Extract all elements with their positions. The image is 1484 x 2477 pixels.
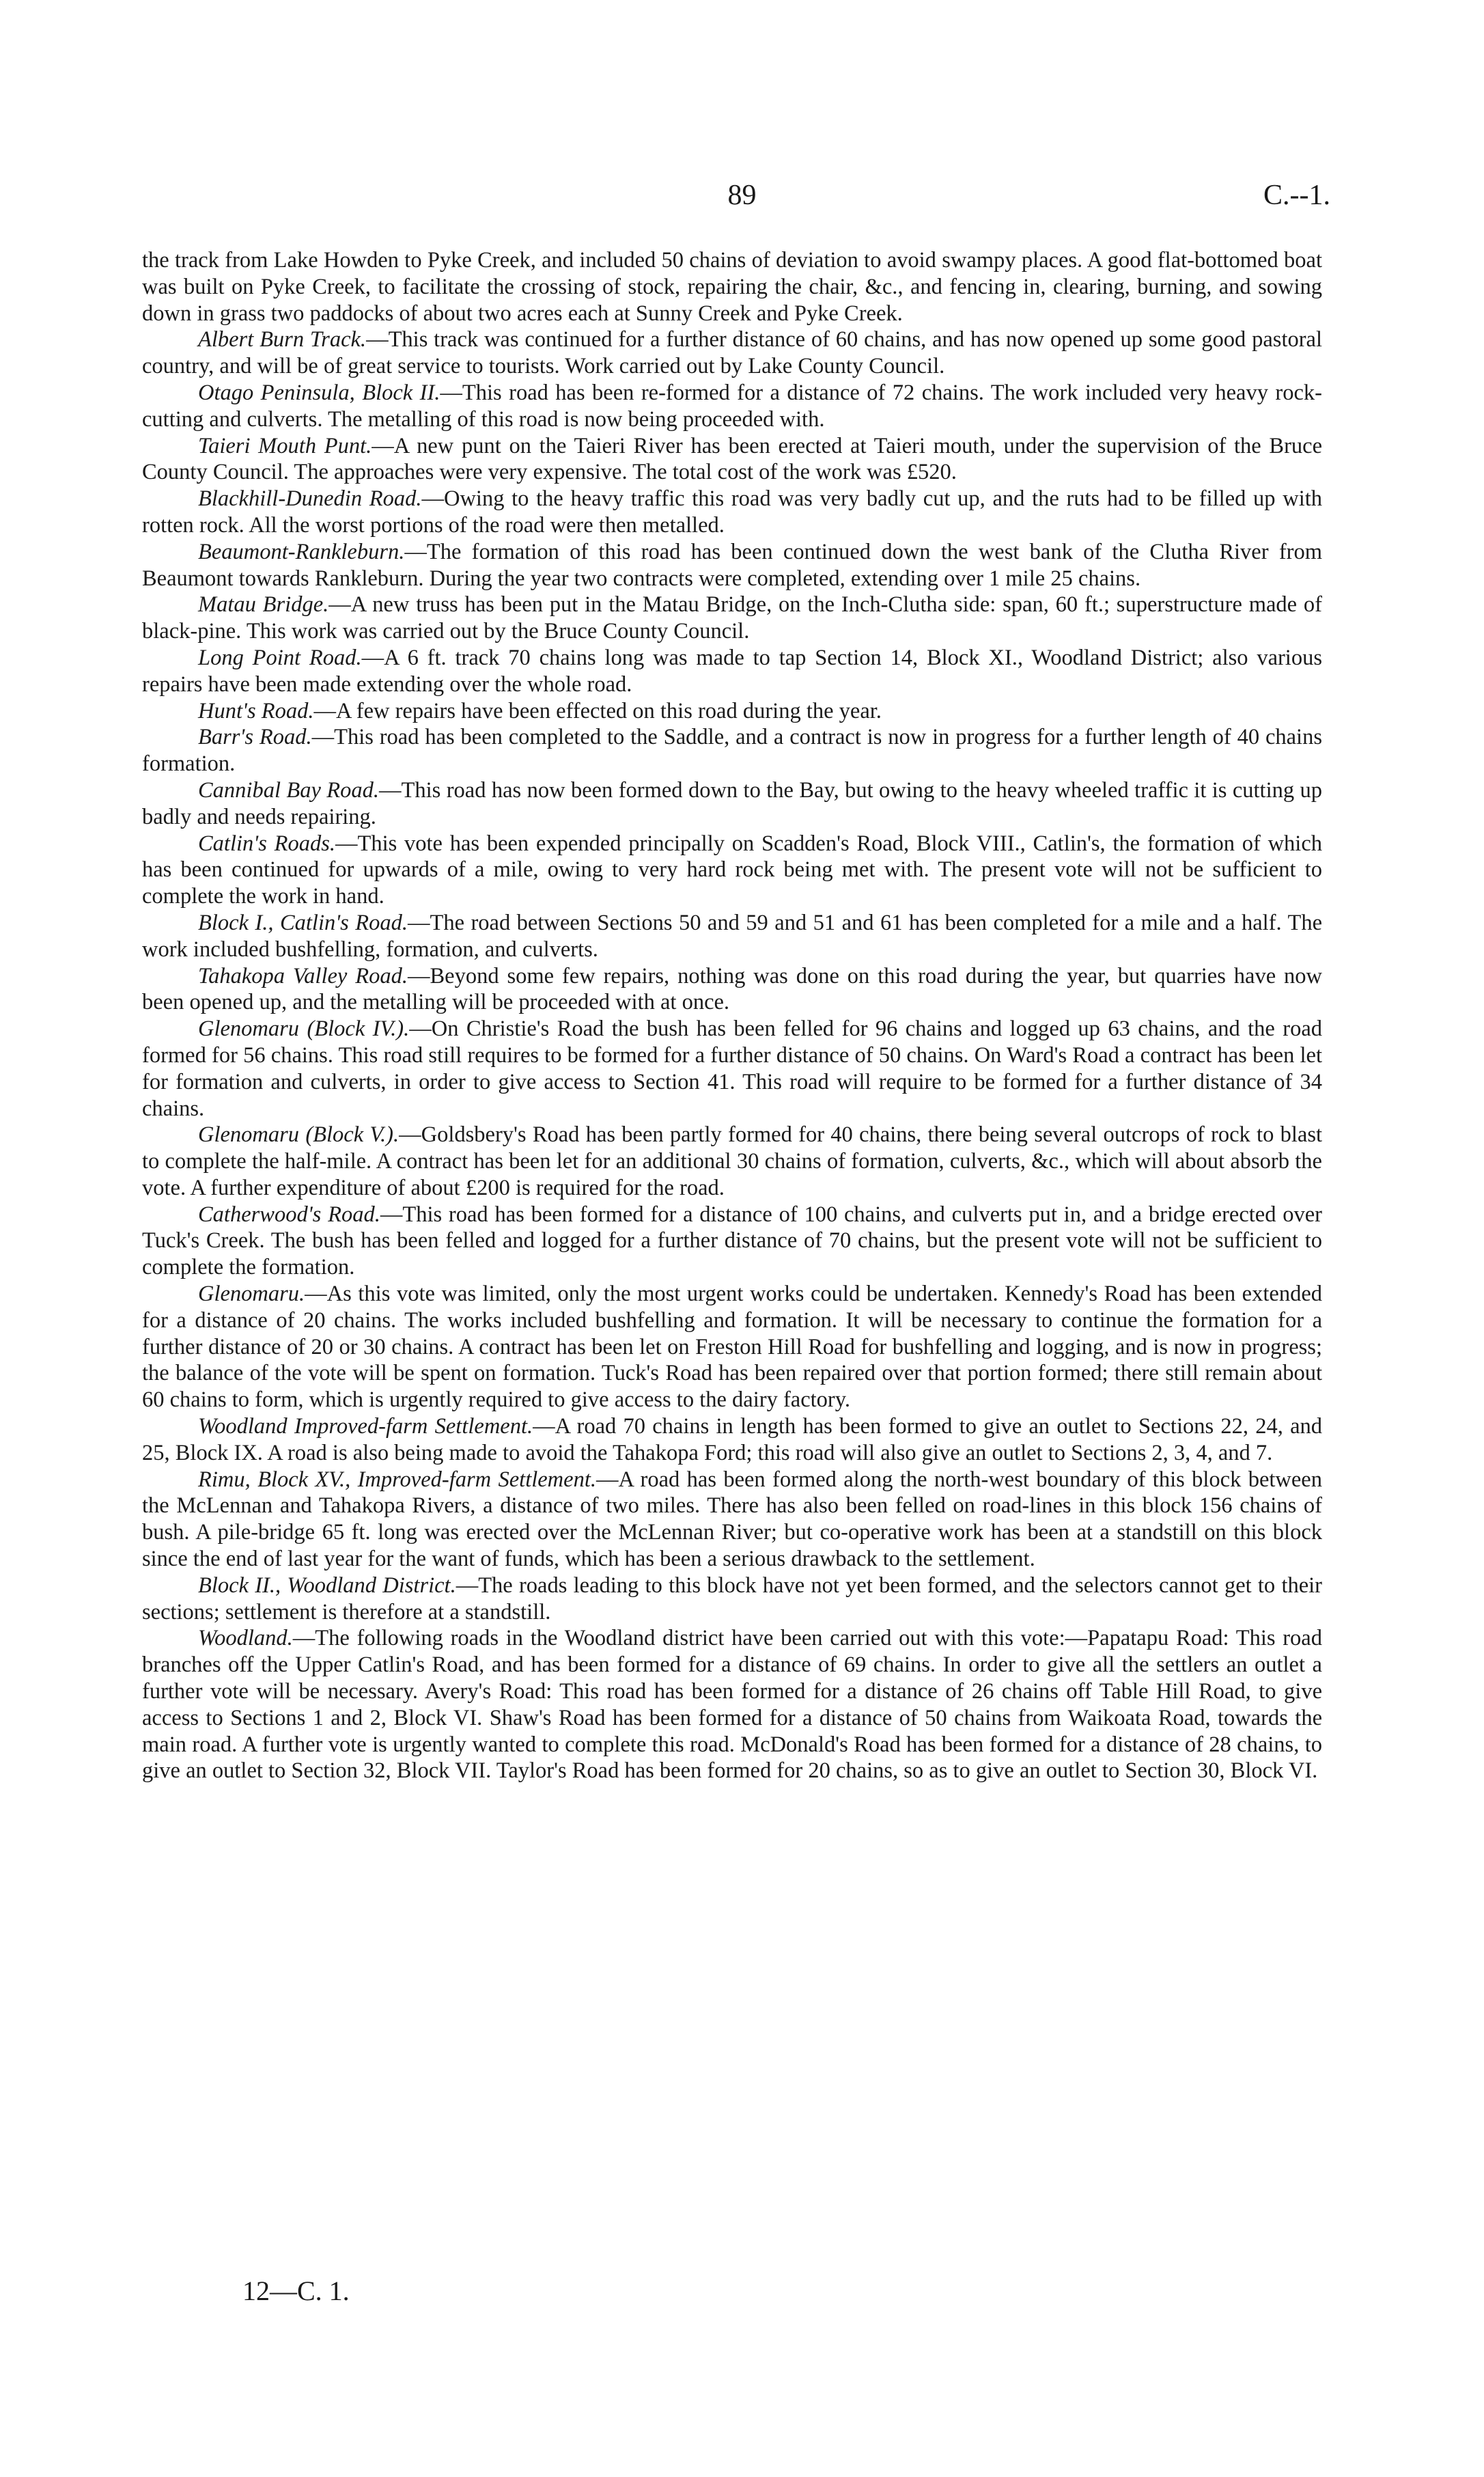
- paragraph: [142, 645, 1322, 698]
- paragraph: [142, 963, 1322, 1016]
- paragraph-heading: Tahakopa Valley Road.: [198, 963, 408, 988]
- paragraph-heading: Cannibal Bay Road.: [198, 777, 380, 803]
- paragraph: [142, 433, 1322, 486]
- paragraph-text: —Beyond some few repairs, nothing was done on this road during the year, but quarries have now been opened up, and the metalling will be proceeded with at once.: [142, 963, 1322, 1015]
- paragraph-text: —A few repairs have been effected on this road during the year.: [313, 698, 882, 723]
- page-signature: 12—C. 1.: [242, 2275, 350, 2306]
- paragraph: [142, 910, 1322, 963]
- paragraph-heading: Woodland Improved-farm Settlement.: [198, 1414, 533, 1439]
- paragraph: [142, 831, 1322, 910]
- paragraph-text: —On Christie's Road the bush has been felled for 96 chains and logged up 63 chains, and the road formed for 56 chains. This road still requires to be formed for a further distance of 50 chains. On Ward's Road a contract has been let for formation and culverts, in order to give access to Section 41. This road will require to be formed for a further distance of 34 chains.: [142, 1016, 1323, 1121]
- paragraph: [142, 592, 1322, 645]
- paragraph-text: —This road has now been formed down to the Bay, but owing to the heavy wheeled traffic it is cutting up badly and needs repairing.: [142, 777, 1322, 829]
- paragraph-heading: Barr's Road.: [198, 725, 312, 750]
- paragraph-text: —A road 70 chains in length has been formed to give an outlet to Sections 22, 24, and 25, Block IX. A road is also being made to avoid the Tahakopa Ford; this road will also give an outlet to Sections 2, 3, 4, and 7.: [142, 1414, 1322, 1465]
- paragraph-heading: Blackhill-Dunedin Road.: [198, 486, 422, 512]
- page-number: 89: [727, 180, 757, 211]
- paragraph: [142, 539, 1322, 592]
- paragraph-heading: Block I., Catlin's Road.: [198, 910, 408, 935]
- paragraph-text: —A 6 ft. track 70 chains long was made to tap Section 14, Block XI., Woodland District; also various repairs have been made extending over the whole road.: [142, 645, 1322, 697]
- paragraph-text: —The roads leading to this block have not yet been formed, and the selectors cannot get to their sections; settlement is therefore at a standstill.: [142, 1573, 1322, 1624]
- paragraph: [142, 1281, 1322, 1413]
- paragraph: [142, 1573, 1322, 1626]
- paragraph-heading: Catherwood's Road.: [198, 1202, 380, 1227]
- paragraph-heading: Block II., Woodland District.: [198, 1573, 456, 1598]
- paragraph: [142, 327, 1322, 380]
- paragraph-list: [142, 327, 1322, 1784]
- paragraph-heading: Glenomaru.: [198, 1282, 305, 1307]
- paragraph-text: —The formation of this road has been continued down the west bank of the Clutha River from Beaumont towards Rankleburn. During the year two contracts were completed, extending over 1 mile 25 chains.: [142, 539, 1322, 591]
- paragraph: [142, 1625, 1322, 1784]
- paragraph-heading: Albert Burn Track.: [198, 327, 367, 352]
- paragraph-text: —As this vote was limited, only the most urgent works could be undertaken. Kennedy's Road has been extended for a distance of 20 chains. The works included bushfelling and formation. It will be necessary to continue the formation for a further distance of 20 or 30 chains. A contract has been let on Freston Hill Road for bushfelling and logging, and is now in progress; the balance of the vote will be spent on formation. Tuck's Road has been repaired over that portion formed; there still remain about 60 chains to form, which is urgently required to give access to the dairy factory.: [142, 1282, 1322, 1413]
- paragraph-heading: Hunt's Road.: [198, 698, 314, 723]
- paragraph: [142, 777, 1322, 831]
- paragraph: [142, 486, 1322, 539]
- paragraph-heading: Beaumont-Rankleburn.: [198, 539, 405, 564]
- paragraph-heading: Otago Peninsula, Block II.: [198, 380, 440, 405]
- paragraph-text: —A new truss has been put in the Matau Bridge, on the Inch-Clutha side: span, 60 ft.; superstructure made of black-pine. This work was carried out by the Bruce County Council.: [142, 592, 1322, 644]
- paragraph: [142, 380, 1322, 433]
- paragraph-text: —This road has been completed to the Saddle, and a contract is now in progress for a further length of 40 chains formation.: [142, 725, 1322, 777]
- paragraph-heading: Glenomaru (Block V.).: [198, 1122, 400, 1148]
- paragraph: [142, 1122, 1322, 1201]
- paragraph-text: —This road has been re-formed for a distance of 72 chains. The work included very heavy rock-cutting and culverts. The metalling of this road is now being proceeded with.: [142, 380, 1322, 432]
- paragraph-heading: Glenomaru (Block IV.).: [198, 1016, 410, 1042]
- paragraph-text: —This road has been formed for a distance of 100 chains, and culverts put in, and a bridge erected over Tuck's Creek. The bush has been felled and logged for a further distance of 70 chains, but the present vote will not be sufficient to complete the formation.: [142, 1202, 1322, 1280]
- paragraph-heading: Catlin's Roads.: [198, 831, 335, 856]
- paragraph-text: —The following roads in the Woodland district have been carried out with this vote:—Papatapu Road: This road branches off the Upper Catlin's Road, and has been formed for a distance of 69 chains. In order to give all the settlers an outlet a further vote will be necessary. Avery's Road: This road has been formed for a distance of 26 chains off Table Hill Road, to give access to Sections 1 and 2, Block VI. Shaw's Road has been formed for a distance of 50 chains from Waikoata Road, towards the main road. A further vote is urgently wanted to complete this road. McDonald's Road has been formed for a distance of 28 chains, to give an outlet to Section 32, Block VII. Taylor's Road has been formed for 20 chains, so as to give an outlet to Section 30, Block VI.: [142, 1626, 1322, 1784]
- paragraph-heading: Matau Bridge.: [198, 592, 329, 618]
- paragraph: [142, 698, 1322, 725]
- paragraph-text: —A new punt on the Taieri River has been erected at Taieri mouth, under the supervision of the Bruce County Council. The approaches were very expensive. The total cost of the work was £520.: [142, 433, 1322, 485]
- paragraph-text: —This vote has been expended principally on Scadden's Road, Block VIII., Catlin's, the formation of which has been continued for upwards of a mile, owing to very hard rock being met with. The present vote will not be sufficient to complete the work in hand.: [142, 831, 1322, 909]
- paragraph-heading: Rimu, Block XV., Improved-farm Settlement.: [198, 1467, 596, 1492]
- report-body: [142, 247, 1322, 1784]
- opening-paragraph: the track from Lake Howden to Pyke Creek, and included 50 chains of deviation to avoid swampy places. A good flat-bottomed boat was built on Pyke Creek, to facilitate the crossing of stock, repairing the chair, &c., and fencing in, clearing, burning, and sowing down in grass two paddocks of about two acres each at Sunny Creek and Pyke Creek.: [142, 248, 1322, 326]
- paragraph-text: —This track was continued for a further distance of 60 chains, and has now opened up some good pastoral country, and will be of great service to tourists. Work carried out by Lake County Council.: [142, 327, 1323, 379]
- paragraph-heading: Long Point Road.: [198, 645, 362, 670]
- paragraph: [142, 1413, 1322, 1467]
- paragraph: [142, 1467, 1322, 1573]
- paragraph: [142, 1202, 1322, 1281]
- paragraph-text: —A road has been formed along the north-west boundary of this block between the McLennan and Tahakopa Rivers, a distance of two miles. There has also been felled on road-lines in this block 156 chains of bush. A pile-bridge 65 ft. long was erected over the McLennan River; but co-operative work has been at a standstill on this block since the end of last year for the want of funds, which has been a serious drawback to the settlement.: [142, 1467, 1322, 1572]
- paragraph: [142, 1016, 1322, 1122]
- paragraph-heading: Woodland.: [198, 1626, 293, 1651]
- paragraph-heading: Taieri Mouth Punt.: [198, 433, 372, 458]
- paragraph-text: —The road between Sections 50 and 59 and 51 and 61 has been completed for a mile and a half. The work included bushfelling, formation, and culverts.: [142, 910, 1322, 962]
- paragraph-text: —Owing to the heavy traffic this road was very badly cut up, and the ruts had to be filled up with rotten rock. All the worst portions of the road were then metalled.: [142, 486, 1323, 538]
- document-reference: C.--1.: [1263, 180, 1330, 211]
- paragraph: [142, 724, 1322, 777]
- paragraph-text: —Goldsbery's Road has been partly formed for 40 chains, there being several outcrops of rock to blast to complete the half-mile. A contract has been let for an additional 30 chains of formation, culverts, &c., which will about absorb the vote. A further expenditure of about £200 is required for the road.: [142, 1122, 1322, 1200]
